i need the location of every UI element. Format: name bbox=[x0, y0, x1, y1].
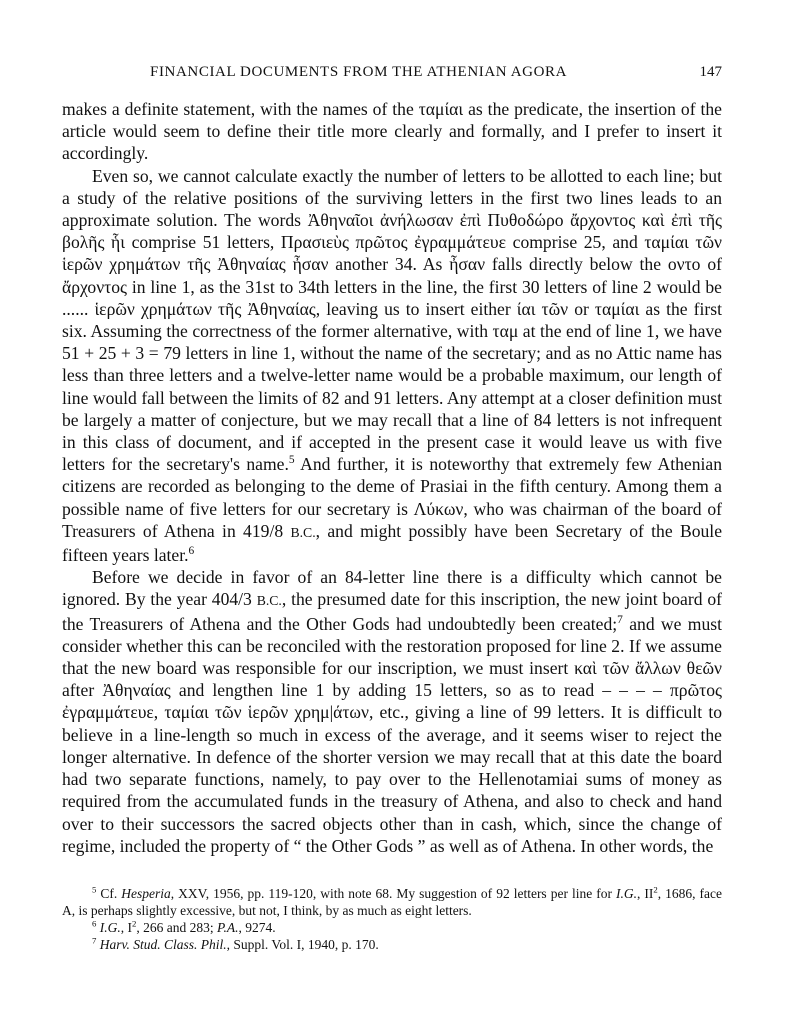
page-number: 147 bbox=[699, 64, 722, 80]
footnote-ref-5[interactable]: 5 bbox=[288, 454, 295, 467]
paragraph-3 bbox=[62, 566, 722, 857]
footnote-ref-6[interactable]: 6 bbox=[188, 545, 195, 558]
footnote-5-text-b: , XXV, 1956, pp. 119-120, with note 68. My suggestion of 92 letters per line for bbox=[170, 886, 612, 901]
footnote-6-text-c: , 9274. bbox=[238, 920, 276, 935]
footnote-5-text-d: , 1686, face A, is perhaps slightly excessive, but not, I think, by as much as eight letters. bbox=[62, 886, 722, 918]
footnote-5-journal: Hesperia bbox=[121, 886, 171, 901]
footnote-5-mark: 5 bbox=[92, 884, 97, 895]
footnote-7-journal: Harv. Stud. Class. Phil. bbox=[99, 937, 227, 952]
footnote-7 bbox=[62, 936, 722, 953]
footnote-6-mark: 6 bbox=[92, 918, 97, 929]
footnote-5 bbox=[62, 885, 722, 919]
footnote-5-text-c: , II bbox=[636, 886, 654, 901]
paragraph-3-text-c: and we must consider whether this can be reconciled with the restoration proposed for line 2. If we assume that the new board was responsible for our inscription, we must insert καὶ τῶν ἄλλων θεῶν after Ἀθηναίας and lengthen line 1 by adding 15 letters, so as to read – – – – πρῶτος ἐγραμμάτευε, ταμίαι τῶν ἱερῶν χρημ|άτων, etc., giving a line of 99 letters. It is difficult to believe in a line-length so much in excess of the average, and it seems wiser to reject the longer alternative. In defence of the shorter version we may recall that at this date the board had two separate functions, namely, to pay over to the Hellenotamiai sums of money as required from the accumulated funds in the treasury of Athena, and also to check and hand over to their successors the sacred objects other than in cash, which, since the change of regime, included the property of “ the Other Gods ” as well as of Athena. In other words, the bbox=[62, 613, 722, 856]
footnote-7-text-a: , Suppl. Vol. I, 1940, p. 170. bbox=[226, 937, 379, 952]
paragraph-2-text-c: , and might possibly have been Secretary of the Boule fifteen years later. bbox=[62, 520, 723, 566]
paragraph-1-text: makes a definite statement, with the names of the ταμίαι as the predicate, the insertion of the article would seem to define their title more clearly and formally, and I prefer to insert it accordingly. bbox=[62, 99, 722, 164]
footnote-7-mark: 7 bbox=[92, 935, 97, 946]
footnote-6-sup: 2 bbox=[132, 918, 137, 929]
bc-abbrev: B.C. bbox=[256, 593, 282, 609]
paragraph-3-text-a: Before we decide in favor of an 84-letter line there is a difficulty which cannot be ignored. By the year 404/3 bbox=[62, 567, 722, 610]
footnote-5-ig: I.G. bbox=[615, 886, 637, 901]
running-header bbox=[62, 64, 722, 86]
footnote-6-text-a: , I bbox=[120, 920, 133, 935]
footnote-6-pa: P.A. bbox=[217, 920, 239, 935]
footnote-5-sup: 2 bbox=[653, 884, 658, 895]
footnote-5-text-a: Cf. bbox=[100, 886, 118, 901]
footnote-6-text-b: , 266 and 283; bbox=[136, 920, 214, 935]
bc-abbrev: B.C. bbox=[290, 524, 316, 540]
body-text bbox=[62, 98, 722, 857]
paragraph-2-text-a: Even so, we cannot calculate exactly the number of letters to be allotted to each line; but a study of the relative positions of the surviving letters in the first two lines leads to an approximate solution. The words Ἀθηναῖοι ἀνήλωσαν ἐπὶ Πυθοδώρο ἄρχοντος καὶ ἐπὶ τῆς βολῆς ἧι comprise 51 letters, Πρασιεὺς πρῶτος ἐγραμμάτευε comprise 25, and ταμίαι τῶν ἱερῶν χρημάτων τῆς Ἀθηναίας ἦσαν another 34. As ἦσαν falls directly below the οντο of ἄρχοντος in line 1, as the 31st to 34th letters in the line, the first 30 letters of line 2 would be ...... ἱερῶν χρημάτων τῆς Ἀθηναίας, leaving us to insert either ίαι τῶν or ταμίαι as the first six. Assuming the correctness of the former alternative, with ταμ at the end of line 1, we have 51 + 25 + 3 = 79 letters in line 1, without the name of the secretary; and as no Attic name has less than three letters and a twelve-letter name would be a probable maximum, our length of line would fall between the limits of 82 and 91 letters. Any attempt at a closer definition must be largely a matter of conjecture, but we may recall that a line of 84 letters is not infrequent in this class of document, and if accepted in the present case it would leave us with five letters for the secretary's name. bbox=[62, 165, 722, 475]
paragraph-2-text-b: And further, it is noteworthy that extremely few Athenian citizens are recorded as belonging to the deme of Prasiai in the fifth century. Among them a possible name of five letters for our secretary is Λύκων, who was chairman of the board of Treasurers of Athena in 419/8 bbox=[62, 454, 722, 541]
paragraph-3-text-b: , the presumed date for this inscription, the new joint board of the Treasurers of Athena and the Other Gods had undoubtedly been created; bbox=[62, 589, 722, 634]
footnote-ref-7[interactable]: 7 bbox=[617, 613, 623, 626]
paragraph-1 bbox=[62, 98, 722, 165]
footnote-6-ig: I.G. bbox=[99, 920, 121, 935]
footnotes bbox=[62, 885, 722, 953]
footnote-6 bbox=[62, 919, 722, 936]
paragraph-2 bbox=[62, 165, 722, 567]
running-title: FINANCIAL DOCUMENTS FROM THE ATHENIAN AGORA bbox=[150, 64, 568, 80]
